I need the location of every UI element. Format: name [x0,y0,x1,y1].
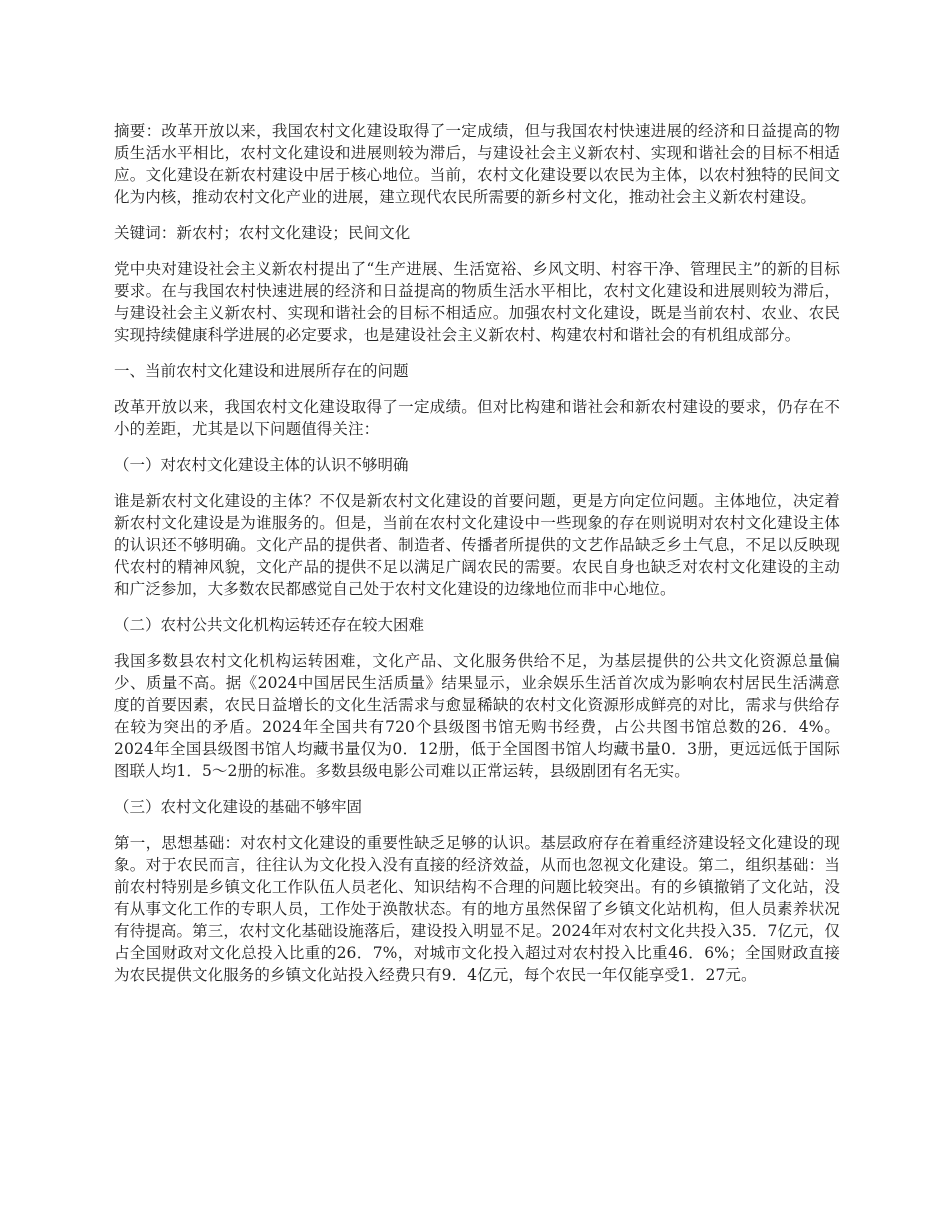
subsection-1-body: 谁是新农村文化建设的主体？不仅是新农村文化建设的首要问题，更是方向定位问题。主体地位，决定着新农村文化建设是为谁服务的。但是，当前在农村文化建设中一些现象的存在则说明对农村文化建设主体的认识还不够明确。文化产品的提供者、制造者、传播者所提供的文艺作品缺乏乡土气息，不足以反映现代农村的精神风貌，文化产品的提供不足以满足广阔农民的需要。农民自身也缺乏对农村文化建设的主动和广泛参加，大多数农民都感觉自己处于农村文化建设的边缘地位而非中心地位。 [114,492,840,598]
subsection-2-heading: （二）农村公共文化机构运转还存在较大困难 [114,616,425,634]
document-page [114,120,840,1000]
section-1-intro: 改革开放以来，我国农村文化建设取得了一定成绩。但对比构建和谐社会和新农村建设的要求，仍存在不小的差距，尤其是以下问题值得关注： [114,398,840,438]
abstract-paragraph: 摘要：改革开放以来，我国农村文化建设取得了一定成绩，但与我国农村快速进展的经济和日益提高的物质生活水平相比，农村文化建设和进展则较为滞后，与建设社会主义新农村、实现和谐社会的目标不相适应。文化建设在新农村建设中居于核心地位。当前，农村文化建设要以农民为主体，以农村独特的民间文化为内核，推动农村文化产业的进展，建立现代农民所需要的新乡村文化，推动社会主义新农村建设。 [114,122,840,206]
section-1-heading: 一、当前农村文化建设和进展所存在的问题 [114,362,409,380]
subsection-2-body: 我国多数县农村文化机构运转困难，文化产品、文化服务供给不足，为基层提供的公共文化资源总量偏少、质量不高。据《2024中国居民生活质量》结果显示，业余娱乐生活首次成为影响农村居民生活满意度的首要因素，农民日益增长的文化生活需求与愈显稀缺的农村文化资源形成鲜亮的对比，需求与供给存在较为突出的矛盾。2024年全国共有720个县级图书馆无购书经费，占公共图书馆总数的26．4%。2024年全国县级图书馆人均藏书量仅为0．12册，低于全国图书馆人均藏书量0．3册，更远远低于国际图联人均1．5～2册的标准。多数县级电影公司难以正常运转，县级剧团有名无实。 [114,652,840,780]
subsection-3-body: 第一，思想基础：对农村文化建设的重要性缺乏足够的认识。基层政府存在着重经济建设轻文化建设的现象。对于农民而言，往往认为文化投入没有直接的经济效益，从而也忽视文化建设。第二，组织基础：当前农村特别是乡镇文化工作队伍人员老化、知识结构不合理的问题比较突出。有的乡镇撤销了文化站，没有从事文化工作的专职人员，工作处于涣散状态。有的地方虽然保留了乡镇文化站机构，但人员素养状况有待提高。第三，农村文化基础设施落后，建设投入明显不足。2024年对农村文化共投入35．7亿元，仅占全国财政对文化总投入比重的26．7%，对城市文化投入超过对农村投入比重46．6%；全国财政直接为农民提供文化服务的乡镇文化站投入经费只有9．4亿元，每个农民一年仅能享受1．27元。 [114,834,840,984]
subsection-1-heading: （一）对农村文化建设主体的认识不够明确 [114,456,409,474]
keywords-line: 关键词：新农村；农村文化建设；民间文化 [114,224,411,242]
intro-paragraph: 党中央对建设社会主义新农村提出了“生产进展、生活宽裕、乡风文明、村容干净、管理民主”的新的目标要求。在与我国农村快速进展的经济和日益提高的物质生活水平相比，农村文化建设和进展则较为滞后，与建设社会主义新农村、实现和谐社会的目标不相适应。加强农村文化建设，既是当前农村、农业、农民实现持续健康科学进展的必定要求，也是建设社会主义新农村、构建农村和谐社会的有机组成部分。 [114,260,840,344]
subsection-3-heading: （三）农村文化建设的基础不够牢固 [114,798,363,816]
